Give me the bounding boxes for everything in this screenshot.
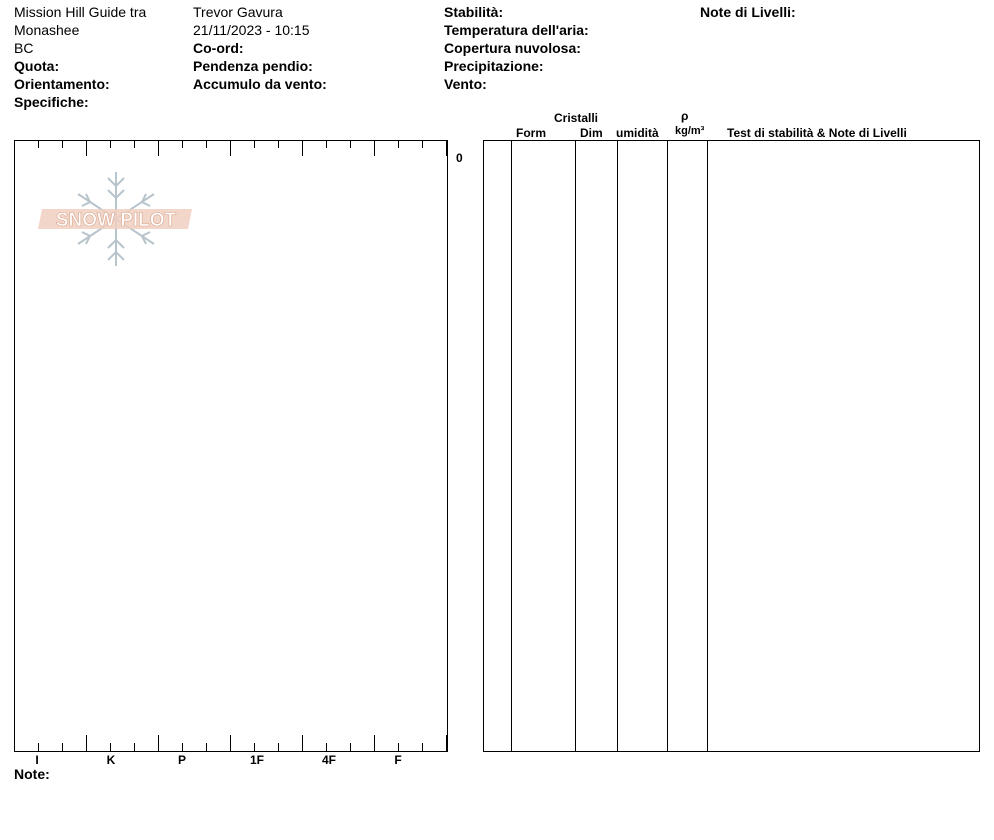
graph-tick <box>182 140 183 148</box>
precipitation-label: Precipitazione: <box>444 58 544 74</box>
humidity-header: umidità <box>616 126 659 140</box>
graph-tick <box>62 140 63 148</box>
specifics-label: Specifiche: <box>14 94 89 110</box>
graph-tick <box>62 743 63 751</box>
stability-label: Stabilità: <box>444 4 504 20</box>
stability-notes-header: Test di stabilità & Note di Livelli <box>727 126 907 140</box>
graph-tick <box>86 140 87 156</box>
graph-tick <box>302 735 303 751</box>
graph-tick <box>206 743 207 751</box>
depth-zero-label: 0 <box>456 151 463 165</box>
graph-tick <box>398 743 399 751</box>
graph-tick <box>374 735 375 751</box>
table-divider <box>511 140 512 752</box>
table-divider <box>617 140 618 752</box>
notes-label: Note: <box>14 766 50 782</box>
observation-datetime: 21/11/2023 - 10:15 <box>193 22 310 38</box>
coord-label: Co-ord: <box>193 40 244 56</box>
graph-tick <box>398 140 399 148</box>
graph-tick <box>182 743 183 751</box>
hardness-label-k: K <box>106 753 116 767</box>
graph-tick <box>110 743 111 751</box>
rho-header: ρ <box>681 109 689 123</box>
graph-tick <box>230 735 231 751</box>
location-line-2: Monashee <box>14 22 80 38</box>
graph-tick <box>374 140 375 156</box>
graph-tick <box>206 140 207 148</box>
graph-tick <box>134 140 135 148</box>
density-unit-header: kg/m³ <box>675 125 705 137</box>
observer-name: Trevor Gavura <box>193 4 283 20</box>
air-temp-label: Temperatura dell'aria: <box>444 22 589 38</box>
graph-tick <box>230 140 231 156</box>
graph-tick <box>38 743 39 751</box>
graph-tick <box>350 743 351 751</box>
dim-header: Dim <box>580 126 603 140</box>
graph-tick <box>134 743 135 751</box>
hardness-label-p: P <box>177 753 186 767</box>
graph-tick <box>110 140 111 148</box>
layer-table <box>483 140 980 752</box>
table-divider <box>575 140 576 752</box>
form-header: Form <box>516 126 546 140</box>
graph-tick <box>422 743 423 751</box>
graph-tick <box>302 140 303 156</box>
graph-tick <box>254 743 255 751</box>
location-line-3: BC <box>14 40 34 56</box>
graph-tick <box>278 140 279 148</box>
snow-pilot-logo <box>36 170 196 270</box>
hardness-label-1f: 1F <box>249 753 264 767</box>
elevation-label: Quota: <box>14 58 60 74</box>
graph-tick <box>86 735 87 751</box>
layer-notes-label: Note di Livelli: <box>700 4 796 20</box>
sky-cover-label: Copertura nuvolosa: <box>444 40 581 56</box>
aspect-label: Orientamento: <box>14 76 110 92</box>
hardness-label-4f: 4F <box>321 753 336 767</box>
logo-text: SNOW PILOT <box>55 210 177 231</box>
hardness-label-f: F <box>394 753 402 767</box>
table-divider <box>667 140 668 752</box>
graph-tick <box>446 140 447 156</box>
wind-loading-label: Accumulo da vento: <box>193 76 327 92</box>
graph-tick <box>422 140 423 148</box>
table-divider <box>707 140 708 752</box>
crystals-header: Cristalli <box>554 111 599 125</box>
graph-tick <box>278 743 279 751</box>
graph-tick <box>254 140 255 148</box>
hardness-label-i: I <box>35 753 39 767</box>
graph-tick <box>446 735 447 751</box>
graph-tick <box>350 140 351 148</box>
graph-tick <box>158 735 159 751</box>
graph-tick <box>326 743 327 751</box>
graph-tick <box>38 140 39 148</box>
graph-tick <box>326 140 327 148</box>
wind-label: Vento: <box>444 76 487 92</box>
slope-label: Pendenza pendio: <box>193 58 313 74</box>
graph-tick <box>158 140 159 156</box>
snowflake-icon <box>36 170 196 270</box>
location-line-1: Mission Hill Guide tra <box>14 4 147 20</box>
